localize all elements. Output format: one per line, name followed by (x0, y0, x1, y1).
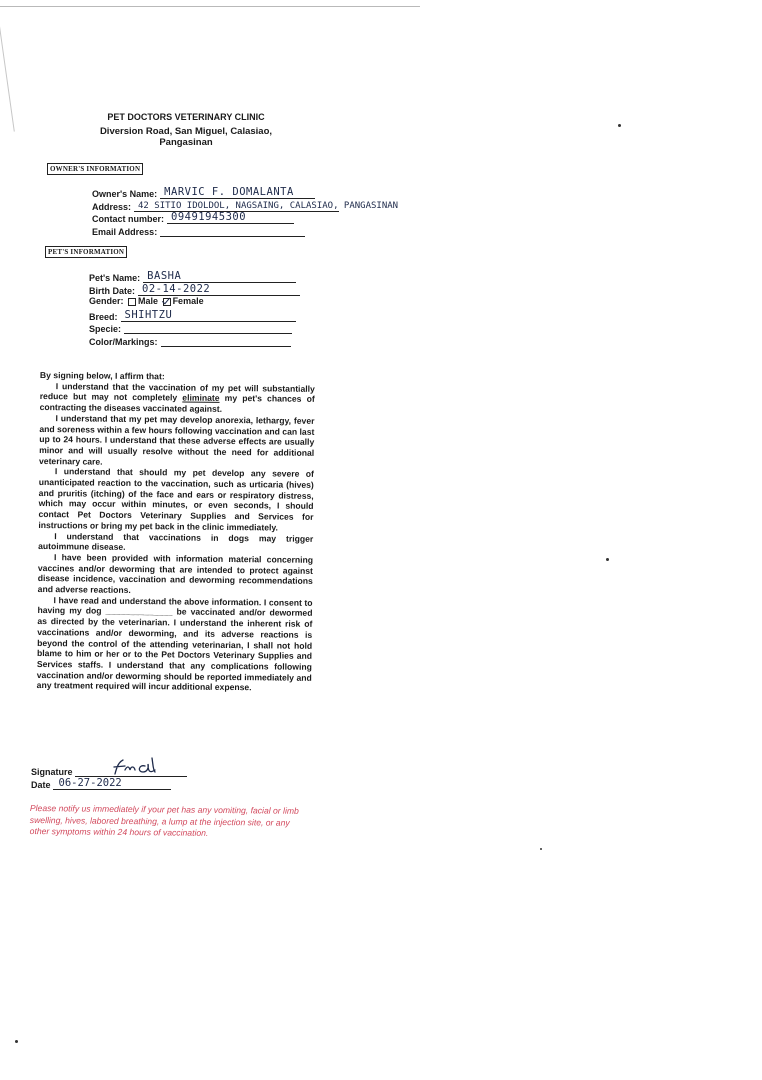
consent-p1-before: I understand that the vaccination of my pet will substantially reduce but may not completely (39, 380, 315, 403)
post-vaccination-notice: Please notify us immediately if your pet has any vomiting, facial or limb swelling, hives, labored breathing, a lump at the injection site, or any other symptoms within 24 hours of vaccination. (29, 803, 299, 838)
consent-p6-before: I have read and understand the above information. I consent to having my dog (37, 594, 313, 617)
male-checkbox[interactable] (128, 298, 136, 306)
breed-label: Breed: (89, 312, 118, 322)
scan-edge (0, 0, 420, 7)
signature-label: Signature (31, 767, 73, 777)
clinic-address: Diversion Road, San Miguel, Calasiao, Pangasinan (99, 126, 273, 148)
birth-date-value: 02-14-2022 (142, 283, 211, 295)
consent-intro: By signing below, I affirm that: (39, 370, 165, 382)
consent-p1-after: my pet's chances of contracting the diseases vaccinated against. (39, 393, 315, 415)
pet-name-field[interactable] (89, 270, 296, 283)
pet-name-value: BASHA (147, 270, 182, 282)
address-label: Address: (92, 202, 132, 212)
consent-paragraph-5: I have been provided with information material concerning vaccines and/or deworming that are intended to protect against disease incidence, vaccination and deworming recommendations and adverse reactions. (37, 552, 314, 596)
clinic-name: PET DOCTORS VETERINARY CLINIC (107, 112, 265, 122)
address-value: 42 SITIO IDOLDOL, NAGSAING, CALASIAO, PANGASINAN (138, 201, 399, 211)
date-field[interactable] (31, 775, 171, 790)
consent-paragraph-3: I understand that should my pet develop any severe of unanticipated reaction to the vaccination, such as urticaria (hives) and pruritis (itching) of the face and ears or respiratory distress, which may occur within minutes, or even seconds, I should contact Pet Doctors Veterinary Supplies and Services for instructions or bring my pet back in the clinic immediately. (38, 466, 314, 533)
owner-section-label: OWNER'S INFORMATION (47, 163, 143, 175)
gender-label: Gender: (89, 296, 124, 306)
email-address-field[interactable] (92, 224, 305, 237)
birth-date-label: Birth Date: (89, 286, 136, 296)
scan-speck (15, 1040, 18, 1043)
dog-name-blank[interactable]: ______________ (105, 606, 173, 617)
owner-name-value: MARVIC F. DOMALANTA (164, 186, 294, 198)
contact-number-field[interactable] (92, 211, 294, 224)
clinic-header (76, 112, 296, 148)
scan-speck (618, 124, 621, 127)
birth-date-field[interactable] (89, 283, 300, 296)
breed-value: SHIHTZU (124, 309, 173, 321)
color-markings-field[interactable] (89, 334, 291, 347)
female-checkbox[interactable] (163, 298, 171, 306)
owner-name-label: Owner's Name: (92, 189, 158, 199)
consent-paragraph-1 (40, 381, 315, 416)
consent-paragraph-2: I understand that my pet may develop anorexia, lethargy, fever and soreness within a few hours following vaccination and can last up to 24 hours. I understand that these adverse effects are usually minor and will usually resolve without the need for additional veterinary care. (38, 412, 315, 467)
consent-paragraph-4: I understand that vaccinations in dogs may trigger autoimmune disease. (38, 530, 314, 553)
consent-text (37, 370, 315, 694)
scan-speck (606, 558, 609, 561)
consent-p6-after: be vaccinated and/or dewormed as directed by the veterinarian. I understand the inherent risk of vaccinations and/or deworming, and its adverse reactions is beyond the control of the attending veterinarian, I shall not hold blame to him or her or to the Pet Doctors Veterinary Supplies and Services staffs. I understand that any complications following vaccination and/or deworming should be reported immediately and any treatment required will incur additional expense. (36, 606, 313, 693)
contact-number-label: Contact number: (92, 214, 164, 224)
consent-p1-underlined: eliminate (182, 392, 220, 404)
owner-name-field[interactable] (92, 186, 315, 199)
contact-number-value: 09491945300 (171, 211, 247, 223)
email-address-label: Email Address: (92, 227, 158, 237)
female-label: Female (172, 296, 204, 306)
date-value: 06-27-2022 (58, 777, 122, 789)
gender-field (89, 296, 204, 306)
color-markings-label: Color/Markings: (89, 337, 158, 347)
paper-fold-mark (0, 18, 45, 131)
pet-name-label: Pet's Name: (89, 273, 141, 283)
specie-field[interactable] (89, 321, 292, 334)
scan-speck (540, 848, 542, 850)
date-label: Date (31, 780, 51, 790)
male-label: Male (138, 296, 159, 306)
specie-label: Specie: (89, 324, 122, 334)
consent-paragraph-6 (37, 595, 313, 694)
pet-section-label: PET'S INFORMATION (45, 246, 127, 258)
